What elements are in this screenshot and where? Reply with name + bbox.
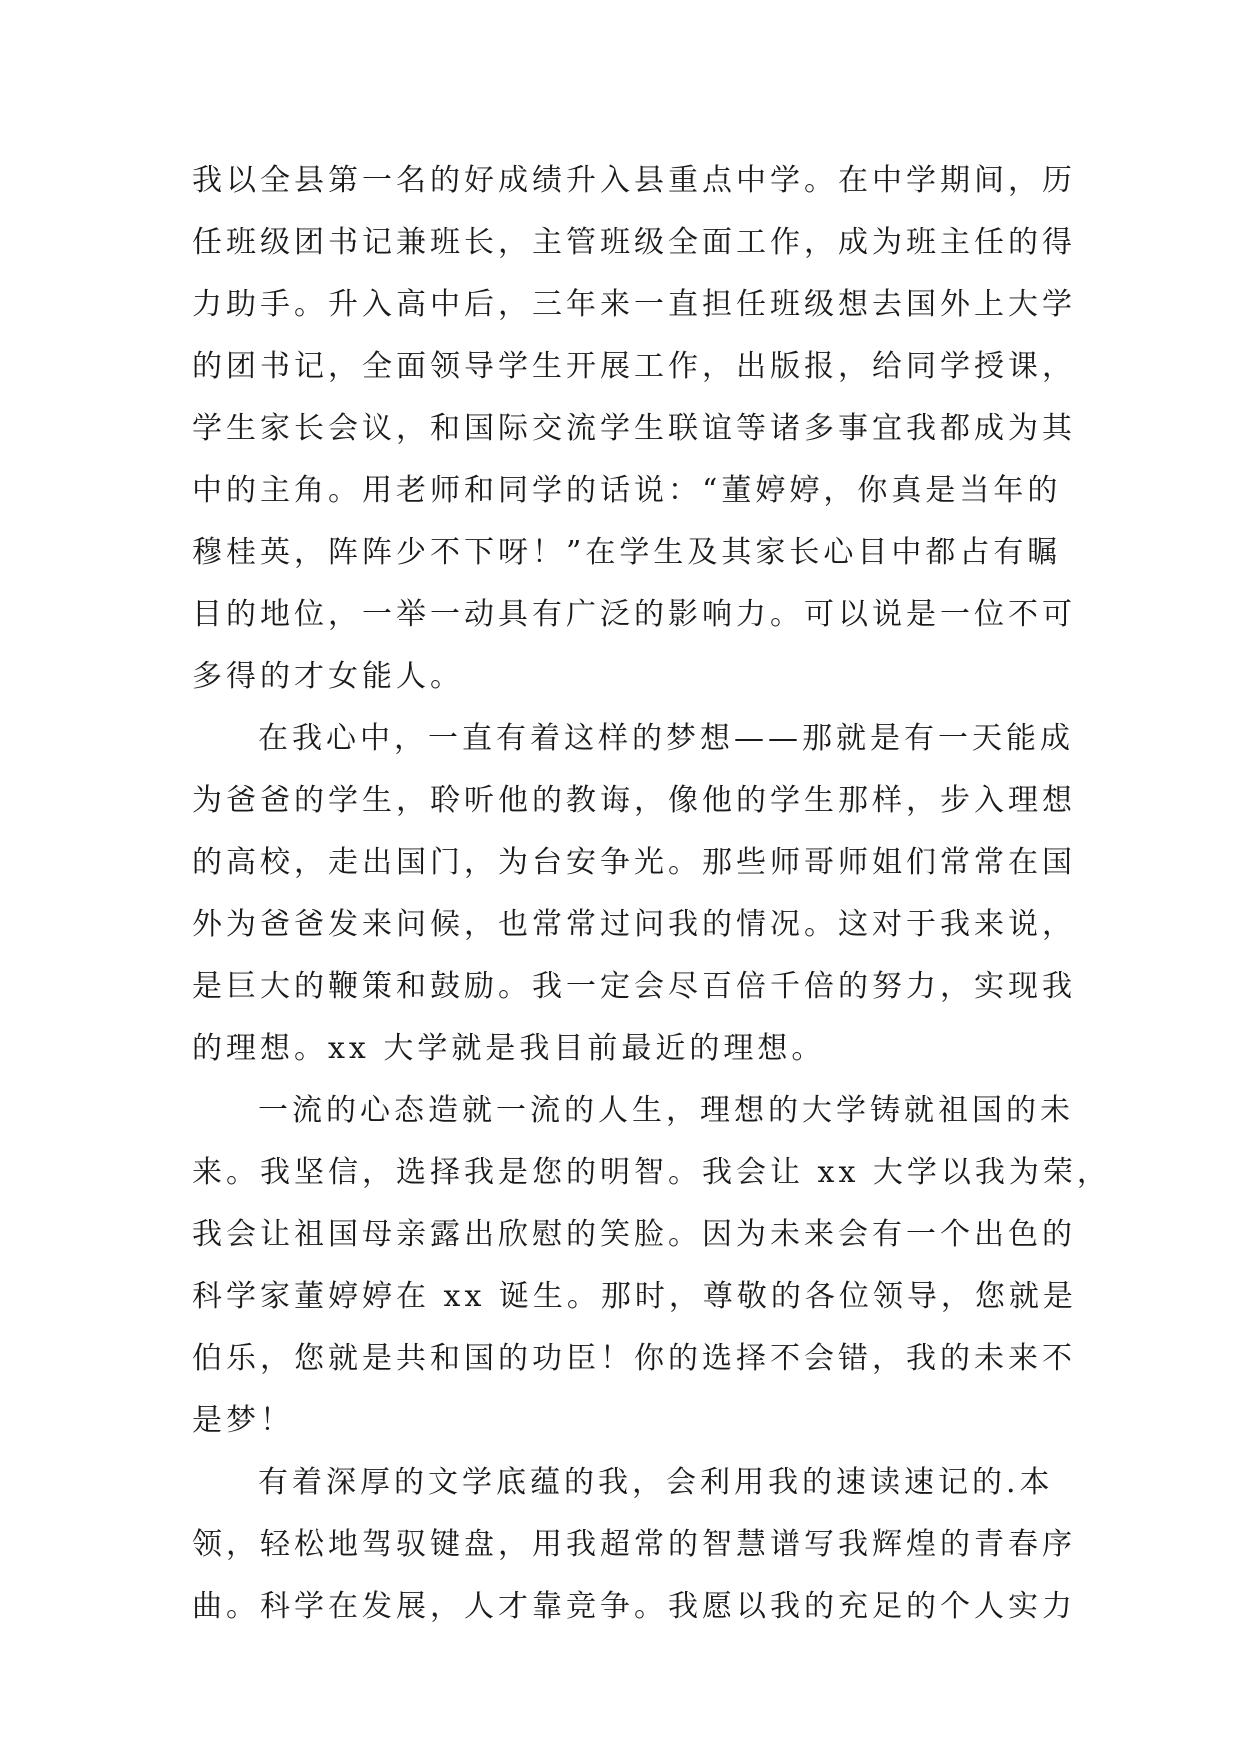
text-line: 的团书记，全面领导学生开展工作，出版报，给同学授课， xyxy=(192,349,1076,384)
text-line: 是巨大的鞭策和鼓励。我一定会尽百倍千倍的努力，实现我 xyxy=(192,969,1076,1004)
text-line: 任班级团书记兼班长，主管班级全面工作，成为班主任的得 xyxy=(192,225,1076,260)
paragraph-first-line: 有着深厚的文学底蕴的我，会利用我的速读速记的.本 xyxy=(258,1465,1054,1500)
text-line: 曲。科学在发展，人才靠竞争。我愿以我的充足的个人实力 xyxy=(192,1589,1076,1624)
text-line: 力助手。升入高中后，三年来一直担任班级想去国外上大学 xyxy=(192,287,1076,322)
text-line: 是梦！ xyxy=(192,1403,294,1438)
text-line: 我以全县第一名的好成绩升入县重点中学。在中学期间，历 xyxy=(192,163,1076,198)
text-line: 领，轻松地驾驭键盘，用我超常的智慧谱写我辉煌的青春序 xyxy=(192,1527,1076,1562)
text-line: 伯乐，您就是共和国的功臣！你的选择不会错，我的未来不 xyxy=(192,1341,1076,1376)
text-line: 来。我坚信，选择我是您的明智。我会让 xx 大学以我为荣， xyxy=(192,1155,1111,1190)
text-line: 我会让祖国母亲露出欣慰的笑脸。因为未来会有一个出色的 xyxy=(192,1217,1076,1252)
text-line: 外为爸爸发来问候，也常常过问我的情况。这对于我来说， xyxy=(192,907,1076,942)
text-line: 的高校，走出国门，为台安争光。那些师哥师姐们常常在国 xyxy=(192,845,1076,880)
text-line: 学生家长会议，和国际交流学生联谊等诸多事宜我都成为其 xyxy=(192,411,1076,446)
text-line: 中的主角。用老师和同学的话说：“董婷婷，你真是当年的 xyxy=(192,473,1062,508)
paragraph-first-line: 在我心中，一直有着这样的梦想——那就是有一天能成 xyxy=(258,721,1074,756)
document-body xyxy=(192,150,1111,1638)
text-line: 科学家董婷婷在 xx 诞生。那时，尊敬的各位领导，您就是 xyxy=(192,1279,1077,1314)
text-line: 为爸爸的学生，聆听他的教诲，像他的学生那样，步入理想 xyxy=(192,783,1076,818)
paragraph-first-line: 一流的心态造就一流的人生，理想的大学铸就祖国的未 xyxy=(258,1093,1074,1128)
text-line: 的理想。xx 大学就是我目前最近的理想。 xyxy=(192,1031,826,1066)
text-line: 目的地位，一举一动具有广泛的影响力。可以说是一位不可 xyxy=(192,597,1076,632)
text-line: 多得的才女能人。 xyxy=(192,659,464,694)
text-line: 穆桂英，阵阵少不下呀！”在学生及其家长心目中都占有瞩 xyxy=(192,535,1062,570)
